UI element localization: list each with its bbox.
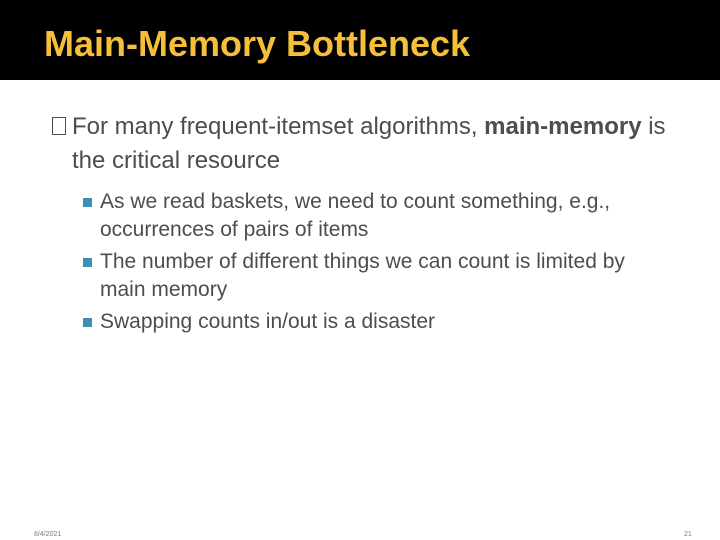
sub-bullet-text: The number of different things we can count is limited by main memory [100,250,625,301]
main-bullet [52,110,672,178]
page-number: 21 [684,531,692,538]
square-bullet-icon [83,318,92,327]
slide-title: Main-Memory Bottleneck [44,23,471,64]
sub-bullet [80,248,640,304]
main-bullet-text-after: is the critical resource [72,113,666,174]
square-bullet-icon [83,258,92,267]
title-bar [0,0,720,80]
main-bullet-emphasis: main-memory [484,113,642,140]
sub-bullet [80,188,640,244]
sub-bullet [80,308,640,336]
sub-bullet-text: Swapping counts in/out is a disaster [100,310,436,333]
footer-date: 8/4/2021 [34,531,62,538]
sub-bullet-text: As we read baskets, we need to count something, e.g., occurrences of pairs of items [100,190,611,241]
sub-bullet-list [80,188,640,336]
main-bullet-text-before: For many frequent-itemset algorithms, [72,113,485,140]
unsupported-glyph-box-icon [52,117,66,135]
slide-body [0,110,720,340]
square-bullet-icon [83,198,92,207]
